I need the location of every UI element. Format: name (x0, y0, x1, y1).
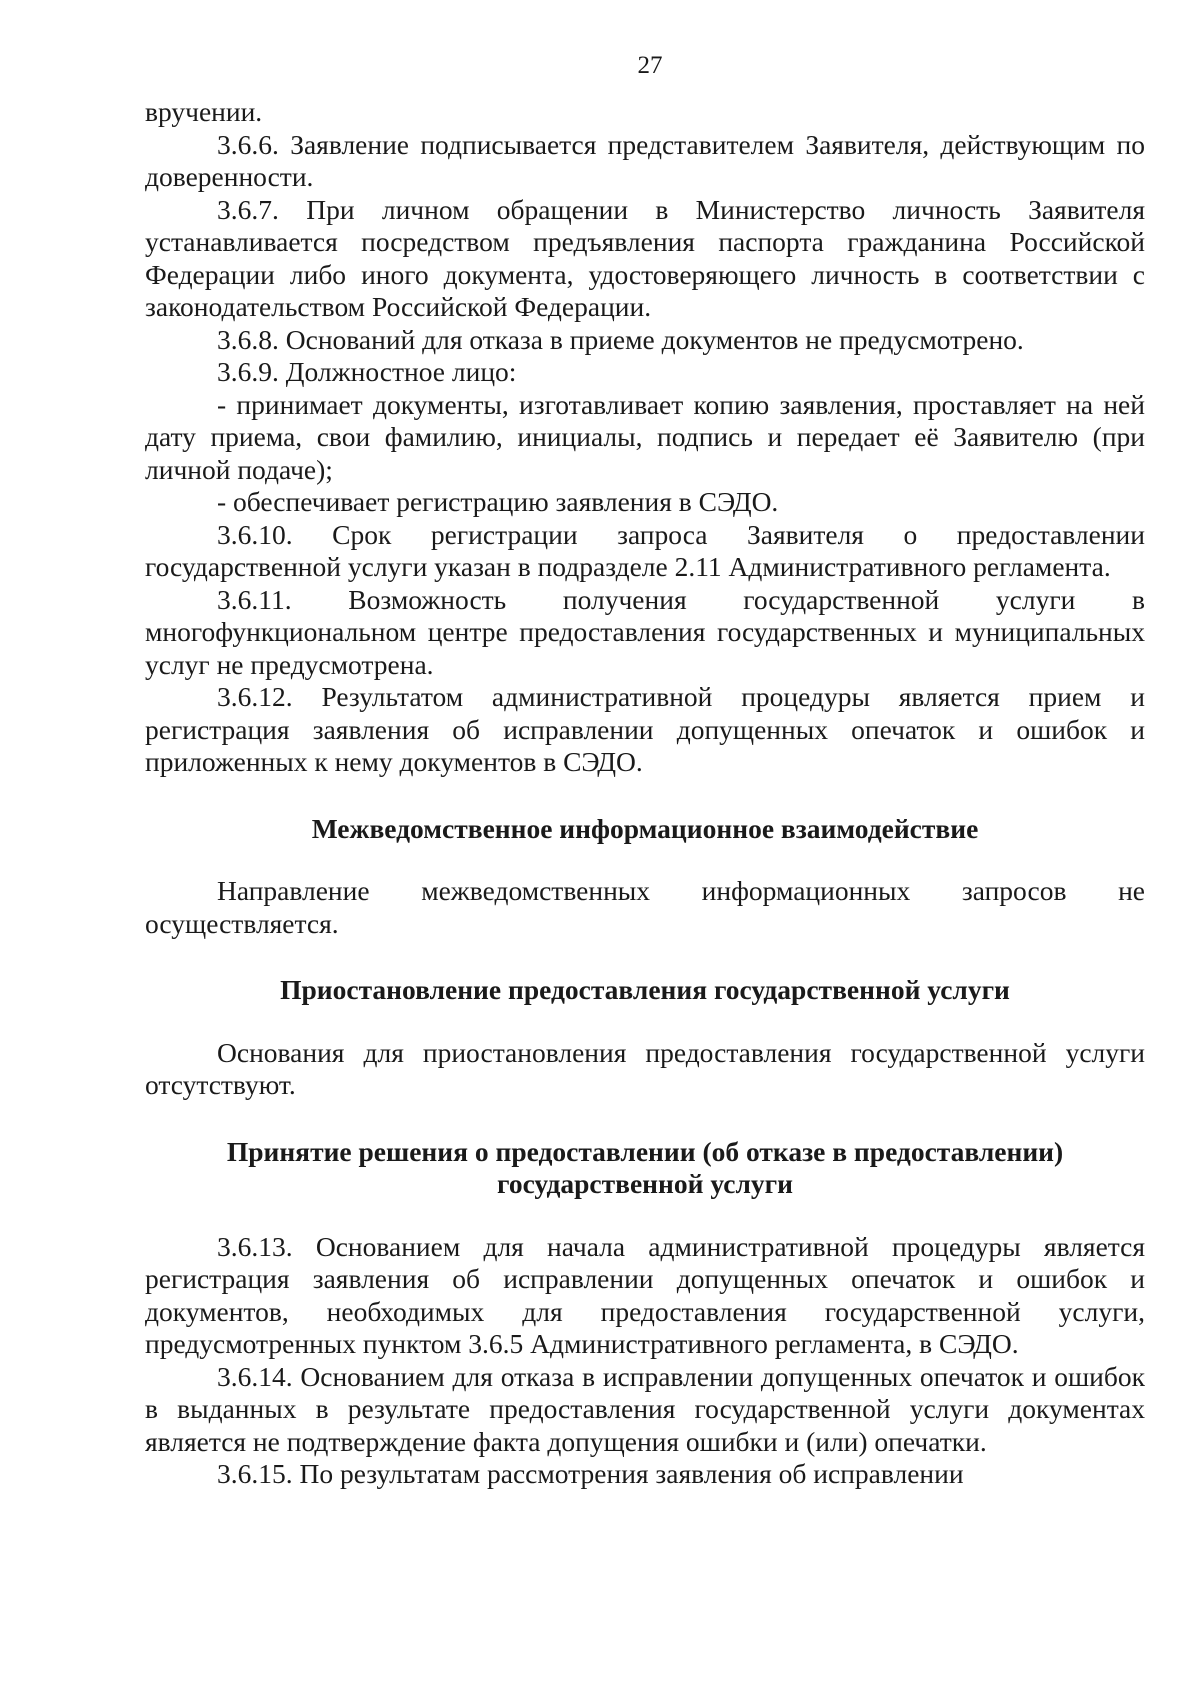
paragraph-3-6-8: 3.6.8. Оснований для отказа в приеме документов не предусмотрено. (217, 323, 1024, 355)
section-heading: Принятие решения о предоставлении (об отказе в предоставлении) (226, 1135, 1064, 1167)
paragraph: Основания для приостановления предоставления государственной услуги отсутствуют. (145, 1036, 1145, 1100)
paragraph-3-6-15: 3.6.15. По результатам рассмотрения заявления об исправлении (217, 1458, 964, 1489)
paragraph-3-6-14: 3.6.14. Основанием для отказа в исправлении допущенных опечаток и ошибок в выданных в результате предоставления государственной услуги документах является не подтверждение факта допущения ошибки и (или) опечатки. (145, 1360, 1145, 1457)
paragraph-3-6-10: 3.6.10. Срок регистрации запроса Заявителя о предоставлении государственной услуги указан в подразделе 2.11 Административного регламента. (145, 518, 1145, 582)
paragraph-3-6-6: 3.6.6. Заявление подписывается представителем Заявителя, действующим по доверенности. (145, 128, 1145, 192)
paragraph-3-6-7: 3.6.7. При личном обращении в Министерство личность Заявителя устанавливается посредством предъявления паспорта гражданина Российской Федерации либо иного документа, удостоверяющего личность в соответствии с законодательством Российской Федерации. (145, 193, 1145, 322)
paragraph-3-6-13: 3.6.13. Основанием для начала административной процедуры является регистрация заявления об исправлении допущенных опечаток и ошибок и документов, необходимых для предоставления государственной услуги, предусмотренных пунктом 3.6.5 Административного регламента, в СЭДО. (145, 1230, 1145, 1359)
document-body (145, 96, 1145, 1491)
list-item: - обеспечивает регистрацию заявления в СЭДО. (217, 486, 779, 517)
section-heading-continuation: государственной услуги (497, 1168, 793, 1199)
paragraph-3-6-9: 3.6.9. Должностное лицо: (217, 356, 517, 387)
paragraph: вручении. (145, 96, 263, 127)
list-item: - принимает документы, изготавливает копию заявления, проставляет на ней дату приема, свои фамилию, инициалы, подпись и передает её Заявителю (при личной подаче); (145, 388, 1145, 485)
page-number: 27 (637, 52, 663, 79)
paragraph-3-6-12: 3.6.12. Результатом административной процедуры является прием и регистрация заявления об исправлении допущенных опечаток и ошибок и приложенных к нему документов в СЭДО. (145, 681, 1145, 777)
paragraph-3-6-11: 3.6.11. Возможность получения государственной услуги в многофункциональном центре предоставления государственных и муниципальных услуг не предусмотрена. (145, 583, 1145, 680)
section-heading: Приостановление предоставления государственной услуги (280, 974, 1010, 1005)
paragraph: Направление межведомственных информационных запросов не осуществляется. (145, 875, 1145, 939)
section-heading: Межведомственное информационное взаимодействие (311, 812, 979, 844)
